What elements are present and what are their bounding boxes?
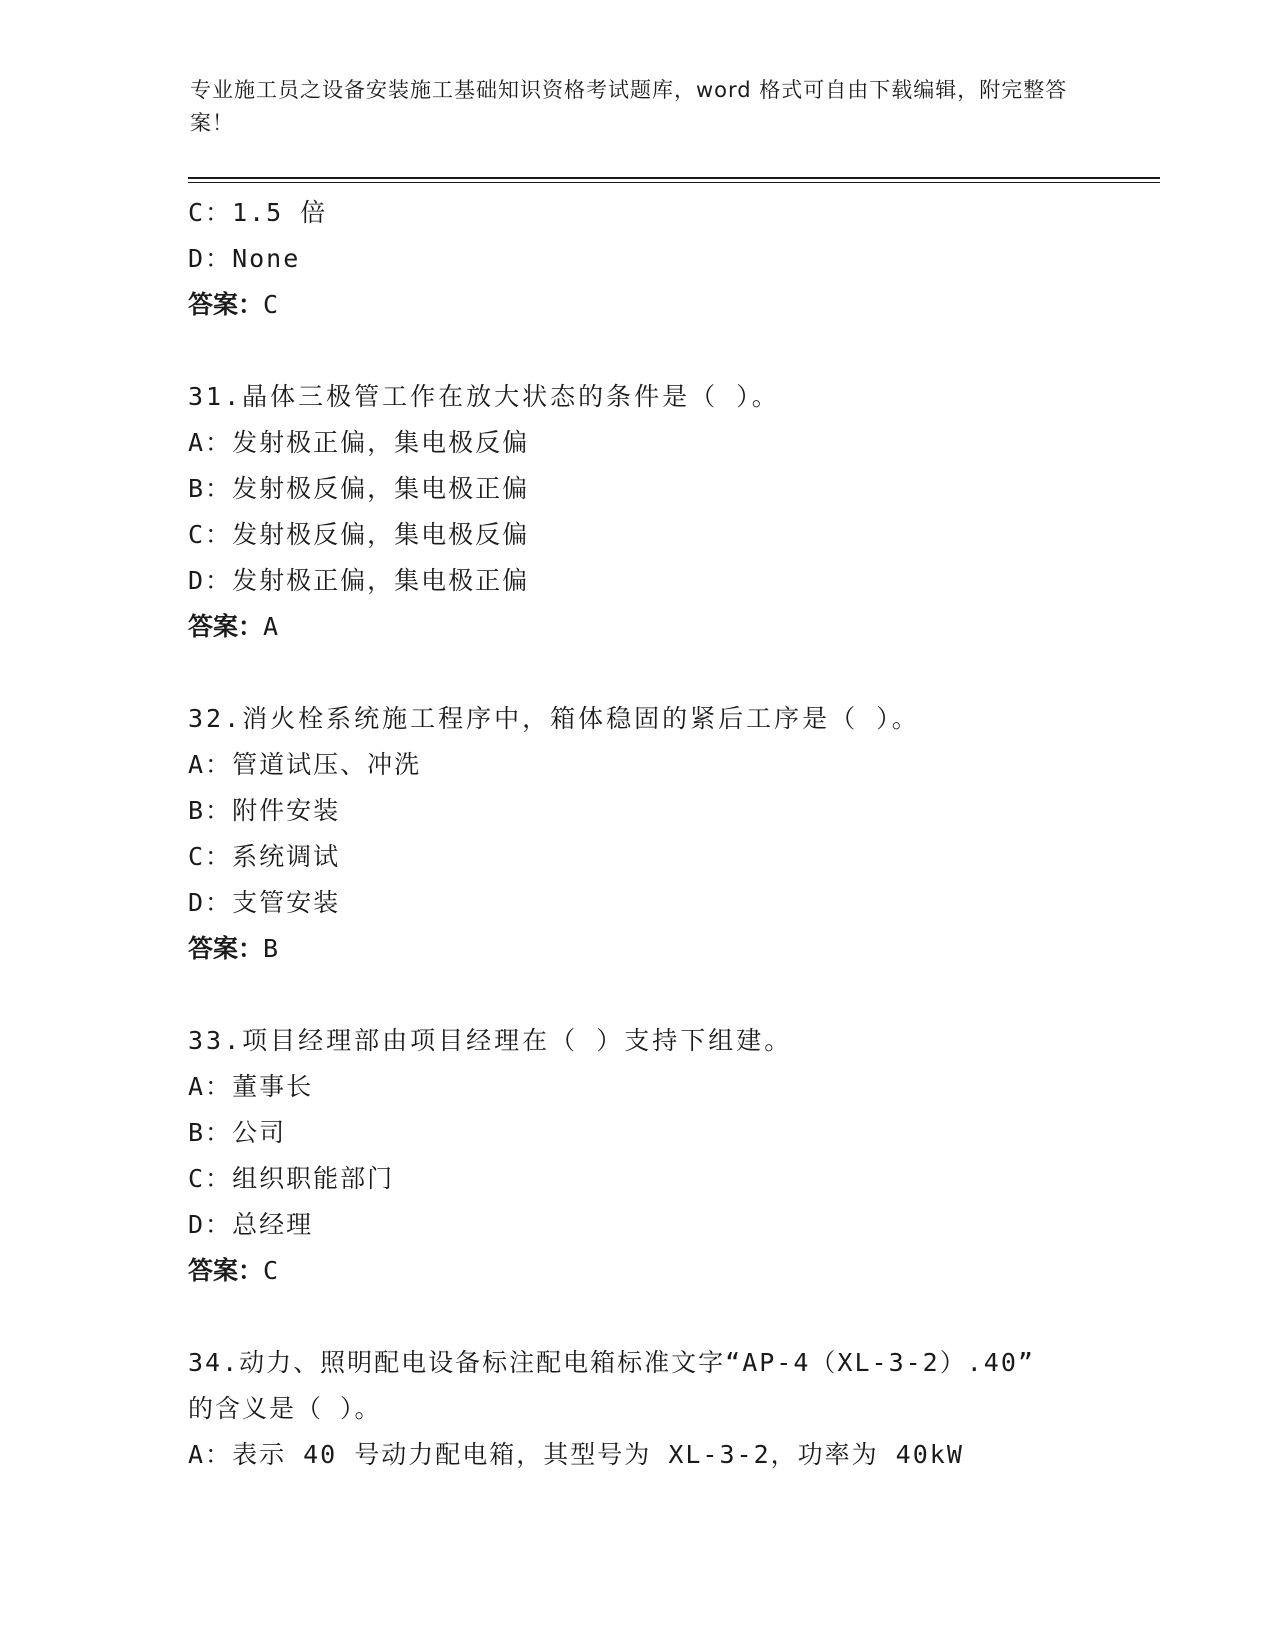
- option-key: D：: [188, 566, 233, 595]
- answer-line: [188, 926, 1088, 972]
- answer-label: 答案：: [188, 290, 264, 319]
- option-key: B：: [188, 1118, 233, 1147]
- question-title-line-2: 的含义是（ ）。: [188, 1394, 382, 1423]
- option-key: D：: [188, 1210, 233, 1239]
- option-text: 发射极正偏，集电极反偏: [232, 428, 530, 457]
- option-key: A：: [188, 428, 233, 457]
- option-text: 董事长: [232, 1072, 314, 1101]
- spacer: [188, 972, 1088, 1018]
- option-key: A：: [188, 1440, 233, 1469]
- option-a: [188, 420, 1088, 466]
- answer-value: B: [263, 934, 279, 963]
- header-divider-thin: [188, 182, 1160, 183]
- question-list: [188, 190, 1088, 1478]
- option-c: [188, 512, 1088, 558]
- option-d: [188, 1202, 1088, 1248]
- answer-label: 答案：: [188, 934, 264, 963]
- option-key: C：: [188, 520, 233, 549]
- option-text: 发射极反偏，集电极正偏: [232, 474, 530, 503]
- option-text: None: [232, 244, 301, 273]
- question-32: [188, 696, 1088, 972]
- question-partial: [188, 190, 1088, 328]
- question-title: 32.消火栓系统施工程序中，箱体稳固的紧后工序是（ ）。: [188, 704, 920, 733]
- option-text: 支管安装: [232, 888, 341, 917]
- option-c: [188, 190, 1088, 236]
- option-key: D：: [188, 888, 233, 917]
- option-key: B：: [188, 796, 233, 825]
- question-33: [188, 1018, 1088, 1294]
- answer-value: C: [263, 1256, 279, 1285]
- option-d: [188, 880, 1088, 926]
- option-a: [188, 742, 1088, 788]
- option-key: C：: [188, 1164, 233, 1193]
- question-title: 33.项目经理部由项目经理在（ ）支持下组建。: [188, 1026, 793, 1055]
- option-key: C：: [188, 842, 233, 871]
- question-title-line-1: 34.动力、照明配电设备标注配电箱标准文字“AP-4（XL-3-2）.40”: [188, 1348, 1035, 1377]
- answer-line: [188, 1248, 1088, 1294]
- spacer: [188, 650, 1088, 696]
- option-b: [188, 788, 1088, 834]
- option-c: [188, 1156, 1088, 1202]
- question-title: 31.晶体三极管工作在放大状态的条件是（ ）。: [188, 382, 780, 411]
- option-text: 1.5 倍: [232, 198, 328, 227]
- answer-label: 答案：: [188, 612, 264, 641]
- option-text: 发射极反偏，集电极反偏: [232, 520, 530, 549]
- option-a: [188, 1432, 1088, 1478]
- option-key: B：: [188, 474, 233, 503]
- option-text: 公司: [232, 1118, 287, 1147]
- option-d: [188, 236, 1088, 282]
- option-text: 发射极正偏，集电极正偏: [232, 566, 530, 595]
- answer-value: C: [263, 290, 279, 319]
- question-31: [188, 374, 1088, 650]
- option-text: 表示 40 号动力配电箱，其型号为 XL-3-2，功率为 40kW: [232, 1440, 964, 1469]
- question-34: [188, 1340, 1088, 1478]
- answer-line: [188, 604, 1088, 650]
- option-key: C：: [188, 198, 233, 227]
- header-divider-thick: [188, 177, 1160, 179]
- option-text: 管道试压、冲洗: [232, 750, 422, 779]
- answer-label: 答案：: [188, 1256, 264, 1285]
- option-a: [188, 1064, 1088, 1110]
- option-b: [188, 1110, 1088, 1156]
- spacer: [188, 1294, 1088, 1340]
- option-text: 组织职能部门: [232, 1164, 395, 1193]
- spacer: [188, 328, 1088, 374]
- option-c: [188, 834, 1088, 880]
- document-header-title: 专业施工员之设备安装施工基础知识资格考试题库，word 格式可自由下载编辑，附完整答案！: [190, 78, 1068, 135]
- option-key: D：: [188, 244, 233, 273]
- option-b: [188, 466, 1088, 512]
- option-text: 总经理: [232, 1210, 314, 1239]
- option-d: [188, 558, 1088, 604]
- answer-line: [188, 282, 1088, 328]
- answer-value: A: [263, 612, 279, 641]
- option-key: A：: [188, 1072, 233, 1101]
- option-text: 系统调试: [232, 842, 341, 871]
- option-key: A：: [188, 750, 233, 779]
- option-text: 附件安装: [232, 796, 341, 825]
